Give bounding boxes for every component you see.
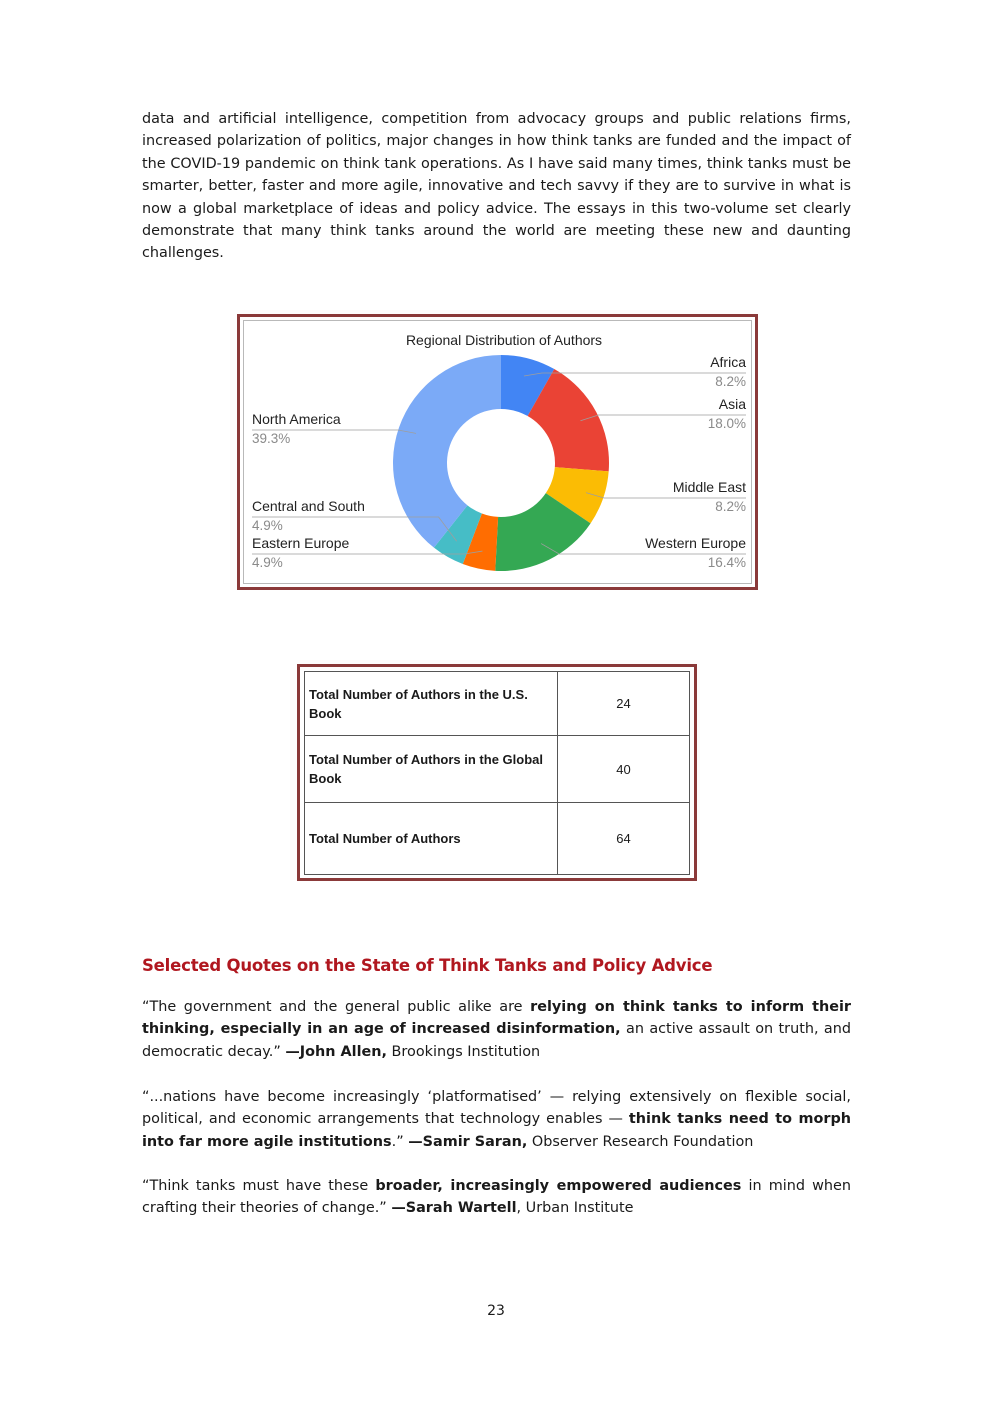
quote-organization: Brookings Institution [386, 1043, 541, 1060]
quote-text: in mind when crafting their theories of change.” [142, 1178, 851, 1217]
table-cell-label: Total Number of Authors in the Global Book [305, 736, 558, 803]
table-cell-value: 40 [558, 736, 690, 803]
table-cell-value: 64 [558, 803, 690, 875]
author-count-table-frame [297, 664, 697, 881]
quotes-heading: Selected Quotes on the State of Think Tanks and Policy Advice [142, 956, 713, 975]
slice-percent: 4.9% [252, 555, 283, 570]
slice-percent: 18.0% [707, 416, 746, 431]
slice-percent: 8.2% [715, 499, 746, 514]
table-row [305, 803, 690, 875]
quote-author: —John Allen, [285, 1043, 387, 1060]
quote-emphasis: relying on think tanks to inform their thinking, especially in an age of increased disinformation, [142, 999, 851, 1038]
table-cell-label: Total Number of Authors in the U.S. Book [305, 672, 558, 736]
slice-label: Africa [710, 354, 746, 370]
quote-author: —Sarah Wartell [391, 1200, 517, 1217]
chart-title: Regional Distribution of Authors [405, 332, 603, 348]
intro-paragraph: data and artificial intelligence, competition from advocacy groups and public relations firms, increased polarization of politics, major changes in how think tanks are funded and the impact of the COVID-19 pandemic on think tank operations. As I have said many times, think tanks must be smarter, better, faster and more agile, innovative and tech savvy if they are to survive in what is now a global marketplace of ideas and policy advice. The essays in this two-volume set clearly demonstrate that many think tanks around the world are meeting these new and daunting challenges. [142, 111, 851, 262]
slice-label: North America [252, 411, 341, 427]
table-row [305, 736, 690, 803]
slice-percent: 16.4% [707, 555, 746, 570]
quote-samir-saran [142, 1086, 851, 1153]
slice-label: Central and South [252, 498, 365, 514]
quote-text: an active assault on truth, and democratic decay.” [142, 1021, 851, 1060]
quote-organization: Observer Research Foundation [527, 1133, 754, 1150]
slice-percent: 8.2% [715, 374, 746, 389]
chart-frame [237, 314, 758, 590]
table-cell-value: 24 [558, 672, 690, 736]
slice-label: Asia [718, 396, 746, 412]
quote-author: —Samir Saran, [408, 1133, 528, 1150]
slice-label: Middle East [672, 479, 746, 495]
table-row [305, 672, 690, 736]
slice-label: Eastern Europe [252, 535, 350, 551]
author-count-table [304, 671, 690, 875]
quote-emphasis: broader, increasingly empowered audiences [375, 1178, 742, 1194]
slice-percent: 4.9% [252, 518, 283, 533]
quote-text: “Think tanks must have these [142, 1178, 376, 1194]
quote-emphasis: think tanks need to morph into far more agile institutions [142, 1111, 851, 1150]
page-number: 23 [487, 1303, 505, 1319]
slice-percent: 39.3% [252, 431, 291, 446]
slice-label: Western Europe [645, 535, 746, 551]
donut-slices [393, 355, 609, 571]
donut-chart [240, 317, 755, 587]
quote-sarah-wartell [142, 1175, 851, 1220]
table-cell-label: Total Number of Authors [305, 803, 558, 875]
quote-organization: , Urban Institute [516, 1200, 634, 1217]
quote-text: “...nations have become increasingly ‘platformatised’ — relying extensively on flexible social, political, and economic arrangements that technology enables — [142, 1089, 851, 1128]
quote-john-allen [142, 996, 851, 1063]
quote-text: “The government and the general public alike are [142, 999, 531, 1015]
quote-text: .” [391, 1133, 409, 1150]
